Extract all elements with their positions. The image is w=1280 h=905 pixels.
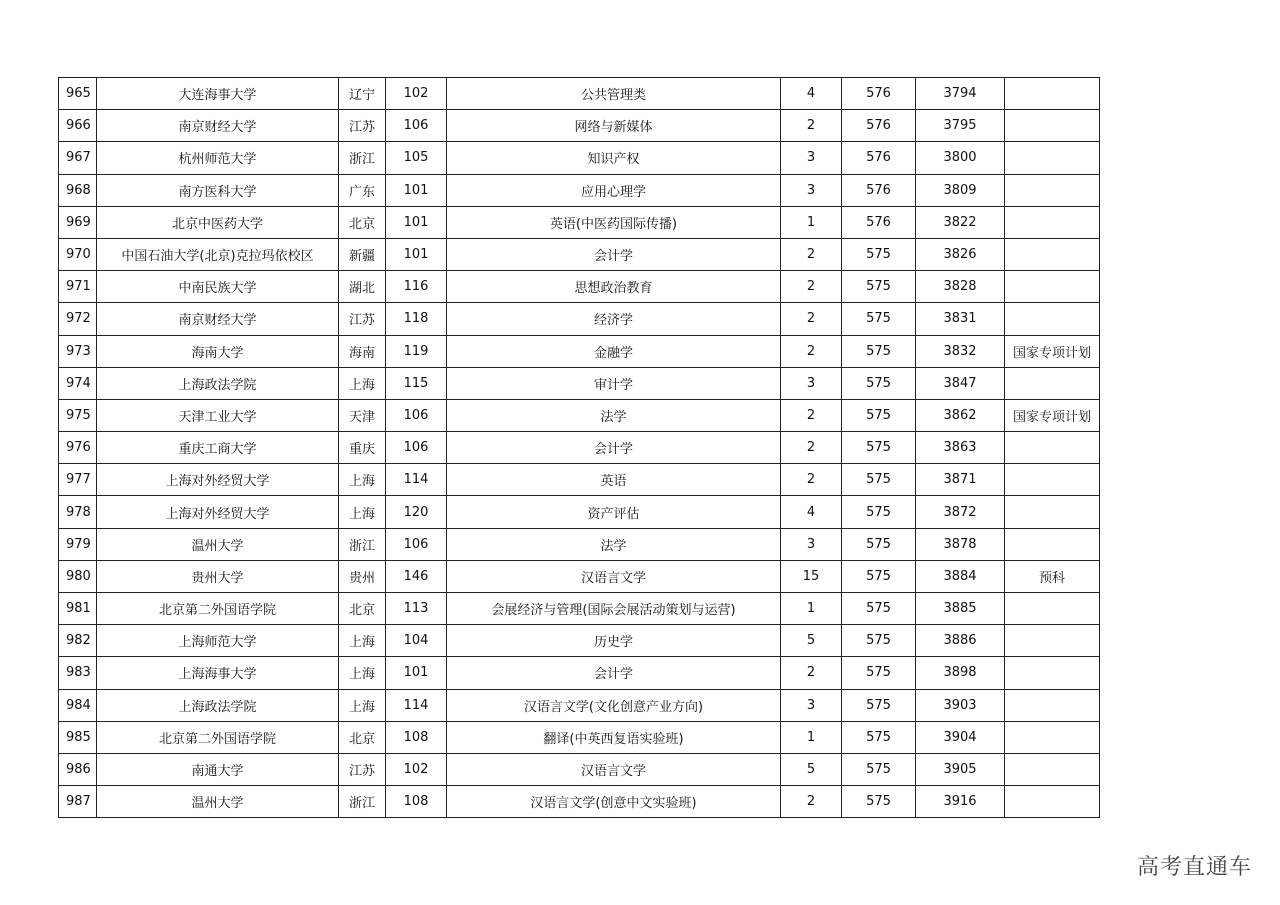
cell-note: 国家专项计划 xyxy=(1005,335,1100,367)
cell-major-code: 114 xyxy=(386,464,447,496)
cell-index: 983 xyxy=(59,657,97,689)
cell-plan-count: 3 xyxy=(781,528,842,560)
cell-index: 967 xyxy=(59,142,97,174)
cell-index: 973 xyxy=(59,335,97,367)
cell-major: 历史学 xyxy=(447,625,781,657)
admissions-table xyxy=(58,77,1100,818)
watermark-text: 高考直通车 xyxy=(1136,855,1252,880)
cell-min-score: 576 xyxy=(842,78,916,110)
cell-major-code: 106 xyxy=(386,528,447,560)
cell-major: 法学 xyxy=(447,399,781,431)
cell-school: 上海对外经贸大学 xyxy=(97,464,339,496)
cell-min-score: 575 xyxy=(842,528,916,560)
table-row xyxy=(59,432,1100,464)
cell-min-score: 576 xyxy=(842,110,916,142)
table-row xyxy=(59,528,1100,560)
cell-note xyxy=(1005,786,1100,818)
cell-major-code: 114 xyxy=(386,689,447,721)
cell-min-score: 575 xyxy=(842,753,916,785)
cell-province: 北京 xyxy=(339,593,386,625)
cell-plan-count: 4 xyxy=(781,78,842,110)
cell-note xyxy=(1005,174,1100,206)
cell-index: 980 xyxy=(59,560,97,592)
cell-min-rank: 3871 xyxy=(916,464,1005,496)
cell-min-rank: 3878 xyxy=(916,528,1005,560)
cell-major-code: 119 xyxy=(386,335,447,367)
cell-major: 汉语言文学 xyxy=(447,560,781,592)
cell-min-score: 575 xyxy=(842,689,916,721)
cell-province: 江苏 xyxy=(339,753,386,785)
cell-major-code: 108 xyxy=(386,721,447,753)
cell-province: 广东 xyxy=(339,174,386,206)
cell-min-score: 576 xyxy=(842,174,916,206)
cell-province: 贵州 xyxy=(339,560,386,592)
cell-note xyxy=(1005,238,1100,270)
cell-min-rank: 3800 xyxy=(916,142,1005,174)
cell-min-rank: 3809 xyxy=(916,174,1005,206)
cell-province: 重庆 xyxy=(339,432,386,464)
cell-note xyxy=(1005,625,1100,657)
cell-index: 965 xyxy=(59,78,97,110)
cell-major-code: 101 xyxy=(386,174,447,206)
cell-major-code: 115 xyxy=(386,367,447,399)
table-row xyxy=(59,786,1100,818)
cell-province: 北京 xyxy=(339,721,386,753)
cell-note xyxy=(1005,689,1100,721)
cell-province: 上海 xyxy=(339,625,386,657)
cell-major-code: 105 xyxy=(386,142,447,174)
cell-min-rank: 3832 xyxy=(916,335,1005,367)
cell-plan-count: 2 xyxy=(781,657,842,689)
cell-min-score: 575 xyxy=(842,303,916,335)
cell-school: 上海对外经贸大学 xyxy=(97,496,339,528)
cell-index: 974 xyxy=(59,367,97,399)
cell-plan-count: 2 xyxy=(781,399,842,431)
cell-index: 982 xyxy=(59,625,97,657)
cell-major: 英语 xyxy=(447,464,781,496)
cell-major-code: 108 xyxy=(386,786,447,818)
table-row xyxy=(59,335,1100,367)
cell-province: 新疆 xyxy=(339,238,386,270)
cell-school: 重庆工商大学 xyxy=(97,432,339,464)
table-row xyxy=(59,399,1100,431)
cell-school: 上海政法学院 xyxy=(97,367,339,399)
cell-note xyxy=(1005,78,1100,110)
cell-major: 会计学 xyxy=(447,432,781,464)
cell-index: 984 xyxy=(59,689,97,721)
cell-plan-count: 2 xyxy=(781,432,842,464)
cell-school: 温州大学 xyxy=(97,528,339,560)
cell-province: 上海 xyxy=(339,367,386,399)
cell-major-code: 120 xyxy=(386,496,447,528)
cell-school: 上海师范大学 xyxy=(97,625,339,657)
table-row xyxy=(59,110,1100,142)
cell-plan-count: 15 xyxy=(781,560,842,592)
cell-plan-count: 3 xyxy=(781,174,842,206)
cell-index: 971 xyxy=(59,271,97,303)
cell-major-code: 146 xyxy=(386,560,447,592)
cell-plan-count: 2 xyxy=(781,335,842,367)
cell-major-code: 106 xyxy=(386,110,447,142)
cell-province: 辽宁 xyxy=(339,78,386,110)
table-row xyxy=(59,625,1100,657)
cell-min-rank: 3886 xyxy=(916,625,1005,657)
cell-min-score: 575 xyxy=(842,786,916,818)
cell-index: 976 xyxy=(59,432,97,464)
table-row xyxy=(59,206,1100,238)
cell-min-rank: 3916 xyxy=(916,786,1005,818)
cell-plan-count: 2 xyxy=(781,786,842,818)
cell-school: 海南大学 xyxy=(97,335,339,367)
cell-index: 968 xyxy=(59,174,97,206)
cell-province: 天津 xyxy=(339,399,386,431)
cell-min-score: 575 xyxy=(842,625,916,657)
cell-plan-count: 4 xyxy=(781,496,842,528)
cell-min-rank: 3903 xyxy=(916,689,1005,721)
cell-school: 南方医科大学 xyxy=(97,174,339,206)
cell-major: 汉语言文学 xyxy=(447,753,781,785)
cell-major: 法学 xyxy=(447,528,781,560)
cell-major: 网络与新媒体 xyxy=(447,110,781,142)
cell-min-rank: 3795 xyxy=(916,110,1005,142)
cell-major-code: 118 xyxy=(386,303,447,335)
cell-major: 金融学 xyxy=(447,335,781,367)
cell-note: 国家专项计划 xyxy=(1005,399,1100,431)
cell-province: 上海 xyxy=(339,464,386,496)
cell-school: 北京第二外国语学院 xyxy=(97,593,339,625)
table-row xyxy=(59,303,1100,335)
cell-note xyxy=(1005,110,1100,142)
cell-major: 会展经济与管理(国际会展活动策划与运营) xyxy=(447,593,781,625)
cell-index: 972 xyxy=(59,303,97,335)
cell-province: 上海 xyxy=(339,496,386,528)
cell-note xyxy=(1005,432,1100,464)
cell-major: 经济学 xyxy=(447,303,781,335)
cell-major-code: 104 xyxy=(386,625,447,657)
cell-min-rank: 3831 xyxy=(916,303,1005,335)
cell-school: 中南民族大学 xyxy=(97,271,339,303)
cell-province: 海南 xyxy=(339,335,386,367)
cell-index: 969 xyxy=(59,206,97,238)
cell-note xyxy=(1005,303,1100,335)
cell-note xyxy=(1005,593,1100,625)
cell-major-code: 106 xyxy=(386,432,447,464)
cell-major-code: 101 xyxy=(386,206,447,238)
cell-min-rank: 3885 xyxy=(916,593,1005,625)
cell-index: 966 xyxy=(59,110,97,142)
cell-min-score: 575 xyxy=(842,721,916,753)
cell-note xyxy=(1005,528,1100,560)
cell-min-score: 575 xyxy=(842,560,916,592)
table-row xyxy=(59,174,1100,206)
cell-min-score: 575 xyxy=(842,496,916,528)
cell-min-rank: 3872 xyxy=(916,496,1005,528)
cell-min-score: 575 xyxy=(842,238,916,270)
cell-note xyxy=(1005,496,1100,528)
cell-plan-count: 1 xyxy=(781,593,842,625)
cell-min-rank: 3826 xyxy=(916,238,1005,270)
table-row xyxy=(59,496,1100,528)
cell-school: 上海政法学院 xyxy=(97,689,339,721)
cell-plan-count: 2 xyxy=(781,271,842,303)
cell-min-score: 575 xyxy=(842,367,916,399)
cell-major: 思想政治教育 xyxy=(447,271,781,303)
cell-major-code: 102 xyxy=(386,753,447,785)
cell-school: 北京中医药大学 xyxy=(97,206,339,238)
cell-plan-count: 2 xyxy=(781,464,842,496)
cell-min-score: 575 xyxy=(842,399,916,431)
cell-index: 985 xyxy=(59,721,97,753)
cell-min-rank: 3847 xyxy=(916,367,1005,399)
cell-province: 湖北 xyxy=(339,271,386,303)
table-row xyxy=(59,560,1100,592)
table-row xyxy=(59,142,1100,174)
cell-major: 英语(中医药国际传播) xyxy=(447,206,781,238)
cell-index: 981 xyxy=(59,593,97,625)
cell-note xyxy=(1005,206,1100,238)
cell-plan-count: 5 xyxy=(781,753,842,785)
cell-province: 上海 xyxy=(339,689,386,721)
cell-plan-count: 1 xyxy=(781,721,842,753)
cell-index: 977 xyxy=(59,464,97,496)
cell-plan-count: 3 xyxy=(781,367,842,399)
cell-plan-count: 5 xyxy=(781,625,842,657)
cell-plan-count: 1 xyxy=(781,206,842,238)
cell-note xyxy=(1005,142,1100,174)
cell-note xyxy=(1005,367,1100,399)
cell-major: 资产评估 xyxy=(447,496,781,528)
cell-school: 天津工业大学 xyxy=(97,399,339,431)
cell-school: 中国石油大学(北京)克拉玛依校区 xyxy=(97,238,339,270)
cell-index: 986 xyxy=(59,753,97,785)
cell-min-score: 575 xyxy=(842,657,916,689)
table-row xyxy=(59,721,1100,753)
table-row xyxy=(59,367,1100,399)
cell-major: 汉语言文学(创意中文实验班) xyxy=(447,786,781,818)
cell-note xyxy=(1005,753,1100,785)
cell-min-rank: 3862 xyxy=(916,399,1005,431)
cell-min-score: 576 xyxy=(842,142,916,174)
cell-index: 987 xyxy=(59,786,97,818)
cell-min-rank: 3822 xyxy=(916,206,1005,238)
cell-major: 公共管理类 xyxy=(447,78,781,110)
cell-index: 979 xyxy=(59,528,97,560)
cell-plan-count: 2 xyxy=(781,238,842,270)
cell-min-score: 575 xyxy=(842,593,916,625)
cell-major: 会计学 xyxy=(447,657,781,689)
cell-province: 浙江 xyxy=(339,528,386,560)
cell-min-rank: 3863 xyxy=(916,432,1005,464)
cell-index: 970 xyxy=(59,238,97,270)
cell-province: 浙江 xyxy=(339,786,386,818)
cell-min-rank: 3905 xyxy=(916,753,1005,785)
table-row xyxy=(59,593,1100,625)
cell-note xyxy=(1005,464,1100,496)
cell-major: 会计学 xyxy=(447,238,781,270)
cell-province: 上海 xyxy=(339,657,386,689)
cell-school: 贵州大学 xyxy=(97,560,339,592)
cell-major-code: 101 xyxy=(386,657,447,689)
cell-province: 北京 xyxy=(339,206,386,238)
table-row xyxy=(59,464,1100,496)
cell-major: 汉语言文学(文化创意产业方向) xyxy=(447,689,781,721)
cell-major-code: 101 xyxy=(386,238,447,270)
cell-province: 江苏 xyxy=(339,303,386,335)
cell-province: 浙江 xyxy=(339,142,386,174)
cell-school: 南通大学 xyxy=(97,753,339,785)
table-row xyxy=(59,753,1100,785)
cell-min-rank: 3898 xyxy=(916,657,1005,689)
cell-plan-count: 3 xyxy=(781,689,842,721)
cell-note xyxy=(1005,271,1100,303)
cell-school: 上海海事大学 xyxy=(97,657,339,689)
cell-min-score: 575 xyxy=(842,432,916,464)
cell-min-rank: 3794 xyxy=(916,78,1005,110)
cell-major-code: 113 xyxy=(386,593,447,625)
cell-major-code: 102 xyxy=(386,78,447,110)
cell-note xyxy=(1005,657,1100,689)
cell-major-code: 116 xyxy=(386,271,447,303)
cell-school: 北京第二外国语学院 xyxy=(97,721,339,753)
cell-major: 翻译(中英西复语实验班) xyxy=(447,721,781,753)
cell-plan-count: 2 xyxy=(781,303,842,335)
table-row xyxy=(59,78,1100,110)
cell-plan-count: 2 xyxy=(781,110,842,142)
cell-major: 知识产权 xyxy=(447,142,781,174)
cell-school: 杭州师范大学 xyxy=(97,142,339,174)
cell-major: 审计学 xyxy=(447,367,781,399)
cell-index: 978 xyxy=(59,496,97,528)
cell-index: 975 xyxy=(59,399,97,431)
cell-min-score: 575 xyxy=(842,464,916,496)
cell-note xyxy=(1005,721,1100,753)
cell-min-score: 575 xyxy=(842,271,916,303)
cell-school: 大连海事大学 xyxy=(97,78,339,110)
cell-school: 温州大学 xyxy=(97,786,339,818)
cell-min-rank: 3884 xyxy=(916,560,1005,592)
table-row xyxy=(59,271,1100,303)
table-row xyxy=(59,238,1100,270)
cell-plan-count: 3 xyxy=(781,142,842,174)
cell-school: 南京财经大学 xyxy=(97,303,339,335)
cell-min-rank: 3904 xyxy=(916,721,1005,753)
cell-province: 江苏 xyxy=(339,110,386,142)
cell-note: 预科 xyxy=(1005,560,1100,592)
cell-min-rank: 3828 xyxy=(916,271,1005,303)
table-body xyxy=(59,78,1100,818)
table-row xyxy=(59,657,1100,689)
cell-major: 应用心理学 xyxy=(447,174,781,206)
cell-major-code: 106 xyxy=(386,399,447,431)
cell-min-score: 576 xyxy=(842,206,916,238)
cell-school: 南京财经大学 xyxy=(97,110,339,142)
cell-min-score: 575 xyxy=(842,335,916,367)
table-row xyxy=(59,689,1100,721)
